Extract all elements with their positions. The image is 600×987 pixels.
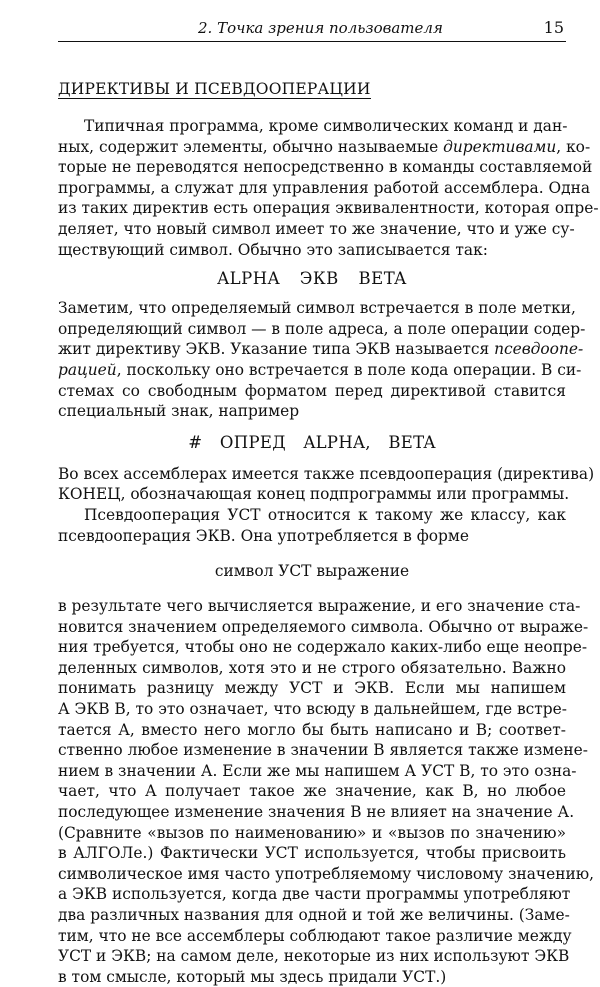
text-line: деляет, что новый символ имеет то же значение, что и уже су- — [58, 219, 575, 238]
text-line: ственно любое изменение в значении В является также измене- — [58, 741, 588, 760]
paragraph-intro — [58, 116, 599, 260]
text-line: в АЛГОЛе.) Фактически УСТ используется, чтобы присвоить — [58, 844, 566, 863]
text-line: Во всех ассемблерах имеется также псевдооперация (директива) — [58, 464, 595, 483]
text-line: тается А, вместо него могло бы быть написано и В; соответ- — [58, 720, 566, 739]
text-line: ния требуется, чтобы оно не содержало каких-либо еще неопре- — [58, 638, 588, 657]
text-line: А ЭКВ В, то это означает, что всюду в дальнейшем, где встре- — [58, 700, 567, 719]
text-line: понимать разницу между УСТ и ЭКВ. Если мы напишем — [58, 679, 566, 698]
text-run: жит директиву ЭКВ. Указание типа ЭКВ называется — [58, 340, 495, 359]
example-set-form: символ УСТ выражение — [214, 562, 410, 581]
text-line: два различных названия для одной и той же величины. (Заме- — [58, 906, 570, 924]
text-line: чает, что А получает такое же значение, как В, но любое — [58, 782, 566, 801]
example-define-statement: # ОПРЕД ALPHA, BETA — [188, 432, 436, 452]
text-line: определяющий символ — в поле адреса, а поле операции содер- — [58, 319, 586, 338]
text-line: тим, что не все ассемблеры соблюдают такое различие между — [58, 926, 572, 945]
text-run: , поскольку оно встречается в поле кода операции. В си- — [116, 360, 582, 379]
text-line: деленных символов, хотя это и не строго обязательно. Важно — [58, 658, 566, 677]
text-line — [58, 339, 584, 360]
text-line: псевдооперация ЭКВ. Она употребляется в форме — [58, 526, 469, 545]
emphasis-term: рацией — [58, 360, 117, 379]
text-run: , ко- — [556, 137, 591, 156]
example-equ-statement: ALPHA ЭКВ BETA — [217, 269, 407, 289]
text-line: в результате чего вычисляется выражение, и его значение ста- — [58, 597, 581, 616]
text-line: Заметим, что определяемый символ встречается в поле метки, — [58, 299, 576, 318]
text-line: стемах со свободным форматом перед директивой ставится — [58, 381, 566, 400]
text-line: в том смысле, который мы здесь придали УСТ.) — [58, 967, 447, 986]
text-line: специальный знак, например — [58, 402, 300, 421]
text-line: Псевдооперация УСТ относится к такому же классу, как — [84, 505, 566, 524]
emphasis-term: псевдоопе- — [494, 340, 584, 359]
text-line: Типичная программа, кроме символических команд и дан- — [84, 117, 568, 135]
text-line: УСТ и ЭКВ; на самом деле, некоторые из них используют ЭКВ — [58, 947, 570, 966]
text-line: ществующий символ. Обычно это записывается так: — [58, 240, 488, 259]
text-line — [58, 360, 582, 381]
paragraph-set-vs-equ — [58, 596, 595, 987]
book-page — [58, 18, 599, 987]
text-line: символическое имя часто употребляемому числовому значению, — [58, 864, 595, 883]
text-line — [58, 137, 591, 158]
emphasis-term: директивами — [443, 137, 557, 156]
text-line: последующее изменение значения В не влияет на значение А. — [58, 803, 575, 822]
text-line: (Сравните «вызов по наименованию» и «вызов по значению» — [58, 823, 566, 842]
paragraph-pseudo-op — [58, 298, 586, 422]
text-line: КОНЕЦ, обозначающая конец подпрограммы или программы. — [58, 485, 570, 504]
text-run: ных, содержит элементы, обычно называемые — [58, 137, 444, 156]
paragraph-end-directive — [58, 464, 595, 505]
page-number: 15 — [543, 18, 564, 37]
section-heading: ДИРЕКТИВЫ И ПСЕВДООПЕРАЦИИ — [58, 80, 371, 98]
text-line: нием в значении А. Если же мы напишем А УСТ В, то это озна- — [58, 761, 577, 780]
text-line: новится значением определяемого символа. Обычно от выраже- — [58, 617, 589, 636]
text-line: а ЭКВ используется, когда две части программы употребляют — [58, 885, 571, 904]
text-line: из таких директив есть операция эквивалентности, которая опре- — [58, 199, 599, 218]
running-title: 2. Точка зрения пользователя — [198, 19, 443, 37]
text-line: программы, а служат для управления работой ассемблера. Одна — [58, 178, 591, 197]
running-header — [58, 18, 566, 42]
paragraph-set-directive — [58, 505, 566, 546]
text-line: торые не переводятся непосредственно в команды составляемой — [58, 158, 593, 177]
